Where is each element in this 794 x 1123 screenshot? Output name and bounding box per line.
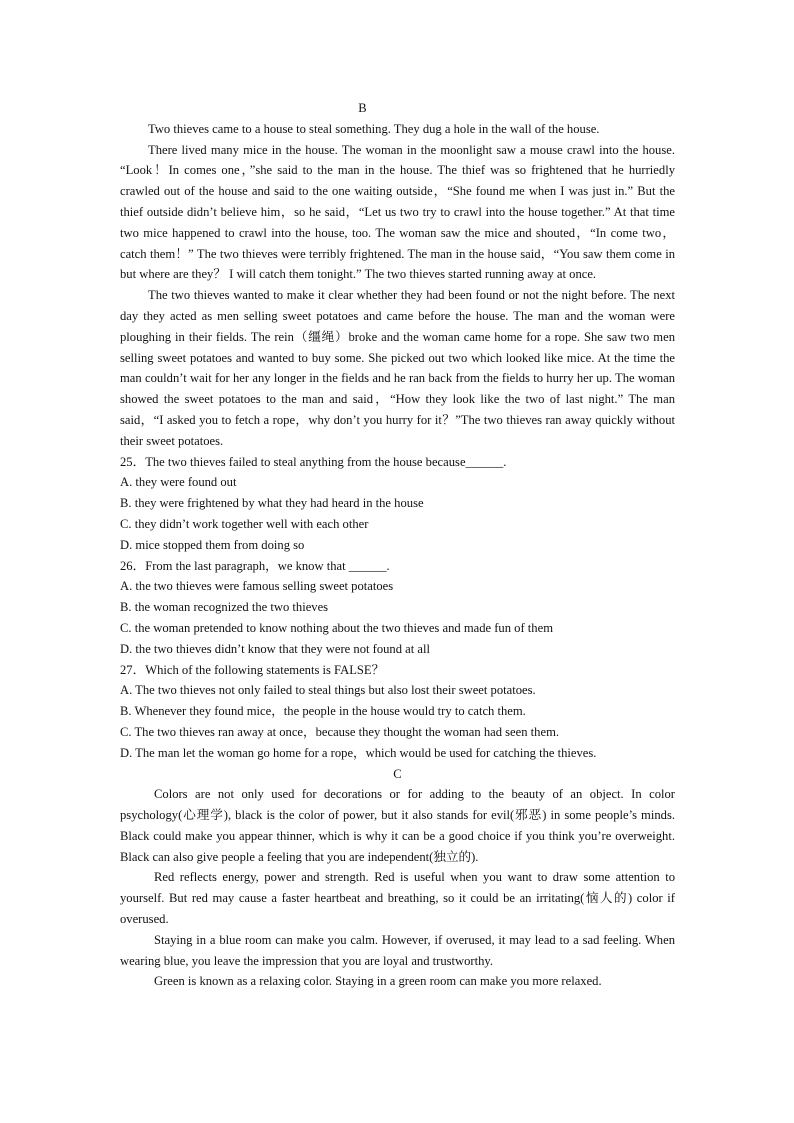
- section-c-paragraph-4: Green is known as a relaxing color. Staying in a green room can make you more relaxed.: [154, 974, 602, 989]
- section-c-paragraph-2: Red reflects energy, power and strength. Red is useful when you want to draw some attention to yourself. But red may cause a faster heartbeat and breathing, so it could be an irritating(恼人的) color if overused.: [120, 870, 675, 927]
- question-27: [120, 660, 675, 764]
- option-b: B. Whenever they found mice，the people in the house would try to catch them.: [120, 704, 526, 719]
- option-a: A. they were found out: [120, 475, 237, 490]
- option-b: B. they were frightened by what they had heard in the house: [120, 496, 424, 511]
- section-b-paragraph-1: Two thieves came to a house to steal something. They dug a hole in the wall of the house.: [148, 121, 600, 136]
- section-c-heading: C: [393, 766, 402, 781]
- section-b-paragraph-3: The two thieves wanted to make it clear whether they had been found or not the night before. The next day they acted as men selling sweet potatoes and came before the house. The man and the woman were ploughing in their fields. The rein（缰绳）broke and the woman came home for a rope. She saw two men selling sweet potatoes and wanted to buy some. She picked out two which looked like mice. At the time the man couldn’t wait for her any longer in the fields and he ran back from the fields to hurry her up. The woman showed the sweet potatoes to the man and said，“How they look like the two of last night.” The man said，“I asked you to fetch a rope，why don’t you hurry for it？”The two thieves ran away quickly without their sweet potatoes.: [120, 288, 675, 448]
- option-c: C. The two thieves ran away at once，because they thought the woman had seen them.: [120, 724, 560, 739]
- option-a: A. The two thieves not only failed to steal things but also lost their sweet potatoes.: [120, 683, 536, 698]
- option-c: C. they didn’t work together well with each other: [120, 516, 369, 531]
- option-c: C. the woman pretended to know nothing about the two thieves and made fun of them: [120, 620, 553, 635]
- option-a: A. the two thieves were famous selling sweet potatoes: [120, 579, 394, 594]
- question-stem: 25．The two thieves failed to steal anything from the house because______.: [120, 454, 507, 469]
- question-26: [120, 556, 675, 660]
- section-b-heading: B: [358, 101, 367, 115]
- section-b-paragraph-2: There lived many mice in the house. The woman in the moonlight saw a mouse crawl into the house. “Look！In comes one，”she said to the man in the house. The thief was so frightened that he hurriedly crawled out of the house and said to the one waiting outside，“She found me when I was just in.” But the thief outside didn’t believe him，so he said，“Let us two try to crawl into the house together.” At that time two mice happened to crawl into the house, too. The woman saw the mice and shouted，“In come two，catch them！” The two thieves were terribly frightened. The man in the house said，“You saw them come in but where are they？ I will catch them tonight.” The two thieves started running away at once.: [120, 142, 675, 282]
- option-d: D. The man let the woman go home for a rope，which would be used for catching the thieves.: [120, 745, 597, 760]
- section-c-paragraph-1: Colors are not only used for decorations or for adding to the beauty of an object. In color psychology(心理学), black is the color of power, but it also stands for evil(邪恶) in some people’s minds. Black could make you appear thinner, which is why it can be a good choice if you think you’re overweight. Black can also give people a feeling that you are independent(独立的).: [120, 787, 675, 864]
- option-b: B. the woman recognized the two thieves: [120, 600, 329, 615]
- question-25: [120, 452, 675, 556]
- section-c-paragraph-3: Staying in a blue room can make you calm. However, if overused, it may lead to a sad feeling. When wearing blue, you leave the impression that you are loyal and trustworthy.: [120, 932, 675, 968]
- question-stem: 26．From the last paragraph，we know that ______.: [120, 558, 390, 573]
- question-stem: 27．Which of the following statements is FALSE？: [120, 662, 385, 677]
- option-d: D. mice stopped them from doing so: [120, 537, 305, 552]
- option-d: D. the two thieves didn’t know that they were not found at all: [120, 641, 430, 656]
